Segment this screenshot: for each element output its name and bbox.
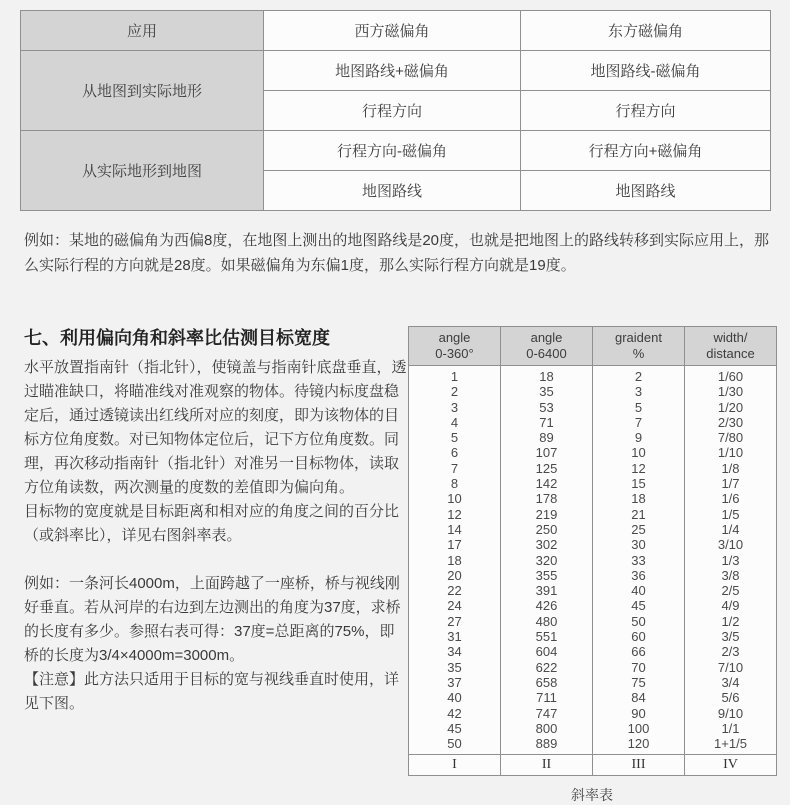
table-row (409, 629, 777, 644)
table-cell: 7 (593, 415, 685, 430)
table-cell: 3 (593, 384, 685, 399)
gradient-table-caption: 斜率表 (571, 787, 613, 804)
table-cell: 12 (409, 507, 501, 522)
section-body (24, 356, 408, 716)
table-cell: 40 (409, 690, 501, 705)
table-cell: 33 (593, 553, 685, 568)
table-row (409, 736, 777, 755)
col-header-angle-6400 (501, 327, 593, 366)
table-row (409, 430, 777, 445)
section-heading: 七、利用偏向角和斜率比估测目标宽度 (24, 328, 330, 348)
body-paragraph-method: 水平放置指南针（指北针），使镜盖与指南针底盘垂直，透过瞄准缺口，将瞄准线对准观察的物体。待镜内标度盘稳定后，通过透镜读出红线所对应的刻度，即为该物体的目标方位角度数。对已知物体定位后，记下方位角度数。同理，再次移动指南针（指北针）对准另一目标物体，读取方位角读数，两次测量的度数的差值即为偏向角。 (24, 359, 407, 496)
table-row (409, 400, 777, 415)
body-paragraph-bridge-example: 例如：一条河长4000m，上面跨越了一座桥，桥与视线刚好垂直。若从河岸的右边到左边测出的角度为37度，求桥的长度有多少。参照右表可得：37度=总距离的75%，即桥的长度为3/4×4000m=3000m。 (24, 575, 401, 664)
table-cell: 2/3 (685, 644, 777, 659)
col-header-line: angle (438, 330, 471, 345)
table-row (409, 690, 777, 705)
table-cell: 90 (593, 706, 685, 721)
table-cell: 125 (501, 461, 593, 476)
table-cell: 1/8 (685, 461, 777, 476)
table-row (409, 583, 777, 598)
footer-numeral-2: II (501, 755, 593, 776)
table-cell: 地图路线-磁偏角 (521, 51, 771, 91)
table-cell: 551 (501, 629, 593, 644)
table-cell: 100 (593, 721, 685, 736)
table-row (409, 415, 777, 430)
table-cell: 480 (501, 614, 593, 629)
table-cell: 70 (593, 660, 685, 675)
table-cell: 35 (409, 660, 501, 675)
table-cell: 18 (593, 491, 685, 506)
table-cell: 3/4 (685, 675, 777, 690)
table-cell: 22 (409, 583, 501, 598)
table-cell: 8 (409, 476, 501, 491)
table-row (409, 384, 777, 399)
col-header-gradient-pct (593, 327, 685, 366)
gradient-table-wrap (408, 326, 776, 805)
table-row (409, 445, 777, 460)
table-cell: 391 (501, 583, 593, 598)
table-cell: 178 (501, 491, 593, 506)
table-cell: 622 (501, 660, 593, 675)
table-cell: 地图路线 (264, 171, 521, 211)
declination-example-paragraph: 例如：某地的磁偏角为西偏8度，在地图上测出的地图路线是20度，也就是把地图上的路线转移到实际应用上，那么实际行程的方向就是28度。如果磁偏角为东偏1度，那么实际行程方向就是19度。 (24, 232, 770, 274)
table-cell: 行程方向 (521, 91, 771, 131)
table-cell: 1/5 (685, 507, 777, 522)
table-cell: 30 (593, 537, 685, 552)
table-cell: 31 (409, 629, 501, 644)
table-footer-row (409, 755, 777, 776)
table-cell: 37 (409, 675, 501, 690)
table-cell: 25 (593, 522, 685, 537)
table-cell: 21 (593, 507, 685, 522)
table-cell: 地图路线 (521, 171, 771, 211)
table-cell: 5/6 (685, 690, 777, 705)
table-cell: 15 (593, 476, 685, 491)
table-cell: 320 (501, 553, 593, 568)
table-cell: 1/6 (685, 491, 777, 506)
table-row (409, 366, 777, 385)
declination-table (20, 10, 771, 211)
table-row (409, 598, 777, 613)
table-row (409, 537, 777, 552)
table-row (409, 553, 777, 568)
table-cell: 302 (501, 537, 593, 552)
table-row (409, 614, 777, 629)
table-cell: 1/4 (685, 522, 777, 537)
table-cell: 7/80 (685, 430, 777, 445)
table-cell: 18 (501, 366, 593, 385)
table-cell: 42 (409, 706, 501, 721)
table-cell: 5 (409, 430, 501, 445)
table-cell: 3/10 (685, 537, 777, 552)
table-cell: 36 (593, 568, 685, 583)
table-cell: 行程方向-磁偏角 (264, 131, 521, 171)
table-cell: 6 (409, 445, 501, 460)
table-cell: 12 (593, 461, 685, 476)
col-header-width-distance (685, 327, 777, 366)
table-cell: 3 (409, 400, 501, 415)
declination-header-app: 应用 (21, 11, 264, 51)
table-row (409, 507, 777, 522)
table-cell: 658 (501, 675, 593, 690)
table-cell: 1/10 (685, 445, 777, 460)
table-cell: 40 (593, 583, 685, 598)
table-cell: 107 (501, 445, 593, 460)
table-cell: 地图路线+磁偏角 (264, 51, 521, 91)
table-row (409, 660, 777, 675)
table-cell: 120 (593, 736, 685, 755)
table-cell: 84 (593, 690, 685, 705)
col-header-line: 0-6400 (526, 346, 567, 361)
table-cell: 7/10 (685, 660, 777, 675)
col-header-line: 0-360° (435, 346, 474, 361)
table-cell: 889 (501, 736, 593, 755)
table-cell: 20 (409, 568, 501, 583)
table-cell: 800 (501, 721, 593, 736)
col-header-line: graident (615, 330, 662, 345)
table-cell: 1/30 (685, 384, 777, 399)
table-cell: 4/9 (685, 598, 777, 613)
table-cell: 1/7 (685, 476, 777, 491)
table-cell: 34 (409, 644, 501, 659)
body-paragraph-width-ratio: 目标物的宽度就是目标距离和相对应的角度之间的百分比（或斜率比），详见右图斜率表。 (24, 503, 400, 544)
group-terrain-to-map-label: 从实际地形到地图 (21, 131, 264, 211)
footer-numeral-1: I (409, 755, 501, 776)
table-cell: 75 (593, 675, 685, 690)
table-cell: 45 (593, 598, 685, 613)
body-paragraph-note: 【注意】此方法只适用于目标的宽与视线垂直时使用，详见下图。 (24, 671, 400, 712)
table-cell: 1/1 (685, 721, 777, 736)
table-cell: 24 (409, 598, 501, 613)
table-row (409, 476, 777, 491)
table-cell: 10 (409, 491, 501, 506)
table-row (21, 131, 771, 171)
col-header-angle-360 (409, 327, 501, 366)
group-map-to-terrain-label: 从地图到实际地形 (21, 51, 264, 131)
table-cell: 2/30 (685, 415, 777, 430)
table-cell: 45 (409, 721, 501, 736)
table-cell: 行程方向 (264, 91, 521, 131)
table-header-row (409, 327, 777, 366)
table-cell: 50 (593, 614, 685, 629)
table-cell: 9 (593, 430, 685, 445)
declination-header-east: 东方磁偏角 (521, 11, 771, 51)
col-header-line: distance (706, 346, 755, 361)
table-cell: 5 (593, 400, 685, 415)
table-cell: 426 (501, 598, 593, 613)
table-cell: 3/8 (685, 568, 777, 583)
table-cell: 2 (593, 366, 685, 385)
table-row (21, 51, 771, 91)
table-cell: 2/5 (685, 583, 777, 598)
table-cell: 17 (409, 537, 501, 552)
table-cell: 53 (501, 400, 593, 415)
table-cell: 4 (409, 415, 501, 430)
table-cell: 35 (501, 384, 593, 399)
table-cell: 747 (501, 706, 593, 721)
table-cell: 10 (593, 445, 685, 460)
table-cell: 604 (501, 644, 593, 659)
table-row (409, 706, 777, 721)
table-row (409, 721, 777, 736)
table-cell: 219 (501, 507, 593, 522)
table-cell: 60 (593, 629, 685, 644)
table-row (409, 568, 777, 583)
table-cell: 1/3 (685, 553, 777, 568)
footer-numeral-3: III (593, 755, 685, 776)
table-cell: 355 (501, 568, 593, 583)
table-row (409, 675, 777, 690)
table-cell: 89 (501, 430, 593, 445)
table-cell: 14 (409, 522, 501, 537)
table-cell: 50 (409, 736, 501, 755)
col-header-line: angle (530, 330, 563, 345)
table-row (409, 491, 777, 506)
table-cell: 71 (501, 415, 593, 430)
table-cell: 711 (501, 690, 593, 705)
table-cell: 250 (501, 522, 593, 537)
table-row (409, 644, 777, 659)
table-cell: 142 (501, 476, 593, 491)
col-header-line: % (632, 346, 645, 361)
table-cell: 27 (409, 614, 501, 629)
table-row (409, 522, 777, 537)
table-row (21, 11, 771, 51)
gradient-table-body (409, 366, 777, 755)
table-cell: 1/60 (685, 366, 777, 385)
table-cell: 1/2 (685, 614, 777, 629)
table-cell: 1/20 (685, 400, 777, 415)
table-cell: 18 (409, 553, 501, 568)
table-cell: 行程方向+磁偏角 (521, 131, 771, 171)
table-cell: 1+1/5 (685, 736, 777, 755)
table-cell: 7 (409, 461, 501, 476)
table-cell: 66 (593, 644, 685, 659)
table-cell: 2 (409, 384, 501, 399)
table-cell: 1 (409, 366, 501, 385)
gradient-table (408, 326, 777, 776)
footer-numeral-4: IV (685, 755, 777, 776)
col-header-line: width/ (713, 330, 748, 345)
declination-header-west: 西方磁偏角 (264, 11, 521, 51)
table-cell: 9/10 (685, 706, 777, 721)
table-cell: 3/5 (685, 629, 777, 644)
table-row (409, 461, 777, 476)
